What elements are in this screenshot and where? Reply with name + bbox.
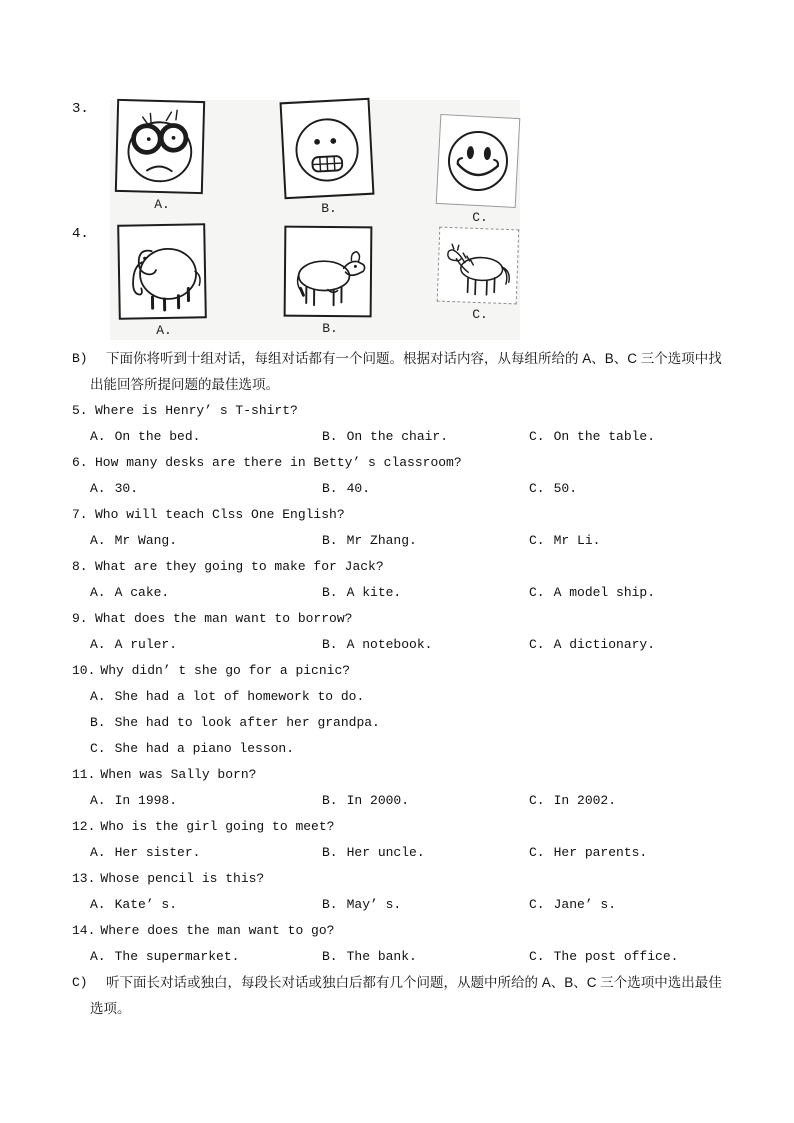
option-text: A dictionary. (553, 637, 656, 652)
question-number: 11. (72, 767, 96, 782)
option-c (90, 736, 794, 762)
picture-option-label: A. (154, 197, 170, 212)
option-b (322, 528, 529, 554)
option-text: Mr Zhang. (346, 533, 417, 548)
option-text: Her parents. (553, 845, 648, 860)
question-text: Who is the girl going to meet? (100, 819, 335, 834)
picture-option (118, 224, 210, 338)
picture-option (116, 100, 208, 212)
option-label: C. (529, 585, 545, 600)
option-text: 50. (553, 481, 578, 496)
option-a (90, 684, 794, 710)
option-label: A. (90, 585, 106, 600)
option-b (322, 424, 529, 450)
option-a (90, 476, 322, 502)
option-row (90, 944, 794, 970)
question-number: 5. (72, 403, 88, 418)
option-a (90, 528, 322, 554)
option-a (90, 424, 322, 450)
option-row (90, 840, 794, 866)
option-a (90, 892, 322, 918)
option-a (90, 840, 322, 866)
option-text: The bank. (346, 949, 417, 964)
option-text: Her uncle. (346, 845, 425, 860)
question (0, 658, 794, 684)
option-label: B. (322, 845, 338, 860)
option-label: B. (322, 585, 338, 600)
option-text: In 1998. (114, 793, 178, 808)
picture-frame (280, 98, 375, 200)
question-number: 13. (72, 871, 96, 886)
option-label: C. (529, 637, 545, 652)
question (0, 814, 794, 840)
worried-face-icon (120, 103, 200, 189)
option-text: Mr Li. (553, 533, 601, 548)
option-label: B. (322, 429, 338, 444)
picture-option (438, 228, 522, 322)
option-text: She had to look after her grandpa. (114, 715, 380, 730)
option-label: C. (90, 741, 106, 756)
question-text: Who will teach Clss One English? (95, 507, 345, 522)
option-b (322, 840, 529, 866)
option-text: On the table. (553, 429, 656, 444)
picture-frame (437, 227, 520, 305)
section-c (0, 970, 794, 1022)
picture-frame (115, 99, 205, 194)
option-text: 40. (346, 481, 371, 496)
question (0, 606, 794, 632)
option-row (90, 788, 794, 814)
option-b (322, 892, 529, 918)
section-b-instructions: 下面你将听到十组对话，每组对话都有一个问题。根据对话内容，从每组所给的 A、B、C 三个选项中找出能回答所提问题的最佳选项。 (90, 351, 722, 392)
option-label: C. (529, 949, 545, 964)
option-text: A model ship. (553, 585, 656, 600)
picture-option (438, 116, 522, 225)
picture-option (284, 226, 376, 336)
option-row (90, 632, 794, 658)
option-label: A. (90, 481, 106, 496)
question-text: Why didn’ t she go for a picnic? (100, 663, 351, 678)
option-text: On the bed. (114, 429, 201, 444)
question-number: 10. (72, 663, 96, 678)
option-text: Mr Wang. (114, 533, 178, 548)
question (0, 762, 794, 788)
option-b (90, 710, 794, 736)
picture-option-label: C. (472, 210, 488, 225)
picture-option-label: C. (472, 307, 488, 322)
section-c-instructions: 听下面长对话或独白，每段长对话或独白后都有几个问题，从题中所给的 A、B、C 三个选项中选出最佳选项。 (90, 975, 722, 1016)
option-b (322, 476, 529, 502)
option-b (322, 580, 529, 606)
picture-option-label: B. (322, 321, 338, 336)
option-label: A. (90, 429, 106, 444)
option-c (529, 840, 794, 866)
option-label: A. (90, 897, 106, 912)
option-text: In 2000. (346, 793, 410, 808)
question (0, 502, 794, 528)
option-text: A notebook. (346, 637, 433, 652)
question-number: 9. (72, 611, 88, 626)
option-c (529, 944, 794, 970)
option-text: She had a piano lesson. (114, 741, 295, 756)
option-label: C. (529, 429, 545, 444)
option-a (90, 788, 322, 814)
section-b (0, 346, 794, 398)
question-text: Whose pencil is this? (100, 871, 265, 886)
option-c (529, 528, 794, 554)
section-b-label: B) (72, 351, 88, 366)
option-b (322, 788, 529, 814)
option-label: B. (90, 715, 106, 730)
option-label: B. (322, 637, 338, 652)
smiley-face-icon (439, 119, 517, 203)
option-c (529, 788, 794, 814)
question-text: Where does the man want to go? (100, 923, 335, 938)
option-text: On the chair. (346, 429, 449, 444)
question-text: What are they going to make for Jack? (95, 559, 384, 574)
option-text: In 2002. (553, 793, 617, 808)
option-b (322, 944, 529, 970)
question-number: 12. (72, 819, 96, 834)
option-row (90, 476, 794, 502)
option-rows-stacked (0, 684, 794, 762)
elephant-icon (121, 227, 203, 316)
option-text: Kate’ s. (114, 897, 178, 912)
question-number: 7. (72, 507, 88, 522)
question-number: 8. (72, 559, 88, 574)
question-text: Where is Henry’ s T-shirt? (95, 403, 298, 418)
option-b (322, 632, 529, 658)
option-c (529, 580, 794, 606)
option-label: B. (322, 897, 338, 912)
option-text: A cake. (114, 585, 170, 600)
option-row (90, 528, 794, 554)
picture-frame (117, 223, 207, 320)
picture-frame (284, 226, 373, 318)
option-label: A. (90, 793, 106, 808)
question (0, 866, 794, 892)
option-label: A. (90, 689, 106, 704)
option-label: C. (529, 533, 545, 548)
option-label: C. (529, 845, 545, 860)
option-text: The supermarket. (114, 949, 240, 964)
question-number: 14. (72, 923, 96, 938)
question-number: 4. (72, 226, 89, 242)
option-c (529, 476, 794, 502)
picture-options-block (110, 100, 520, 340)
question (0, 554, 794, 580)
option-label: B. (322, 481, 338, 496)
option-text: A kite. (346, 585, 402, 600)
question-text: What does the man want to borrow? (95, 611, 353, 626)
picture-frame (436, 114, 521, 208)
option-label: C. (529, 481, 545, 496)
section-c-label: C) (72, 975, 88, 990)
option-label: B. (322, 793, 338, 808)
option-label: C. (529, 793, 545, 808)
gritted-teeth-face-icon (285, 103, 369, 193)
option-row (90, 424, 794, 450)
option-c (529, 632, 794, 658)
option-label: A. (90, 533, 106, 548)
question-text: How many desks are there in Betty’ s classroom? (95, 455, 462, 470)
cow-icon (287, 230, 370, 313)
question-text: When was Sally born? (100, 767, 257, 782)
picture-option-label: B. (321, 201, 337, 216)
option-text: A ruler. (114, 637, 178, 652)
option-label: A. (90, 845, 106, 860)
option-c (529, 424, 794, 450)
option-label: C. (529, 897, 545, 912)
question (0, 450, 794, 476)
question (0, 398, 794, 424)
option-text: Jane’ s. (553, 897, 617, 912)
option-row (90, 580, 794, 606)
horse-icon (439, 230, 517, 301)
option-label: A. (90, 949, 106, 964)
option-text: 30. (114, 481, 139, 496)
option-text: Her sister. (114, 845, 201, 860)
option-text: The post office. (553, 949, 679, 964)
question-number: 6. (72, 455, 88, 470)
question-number: 3. (72, 101, 89, 117)
option-label: A. (90, 637, 106, 652)
option-a (90, 580, 322, 606)
picture-option (282, 100, 376, 216)
option-a (90, 944, 322, 970)
option-c (529, 892, 794, 918)
question (0, 918, 794, 944)
option-row (90, 892, 794, 918)
option-text: May’ s. (346, 897, 402, 912)
option-text: She had a lot of homework to do. (114, 689, 365, 704)
option-label: B. (322, 533, 338, 548)
option-label: B. (322, 949, 338, 964)
option-a (90, 632, 322, 658)
question-list (0, 346, 794, 1022)
picture-option-label: A. (156, 323, 172, 338)
